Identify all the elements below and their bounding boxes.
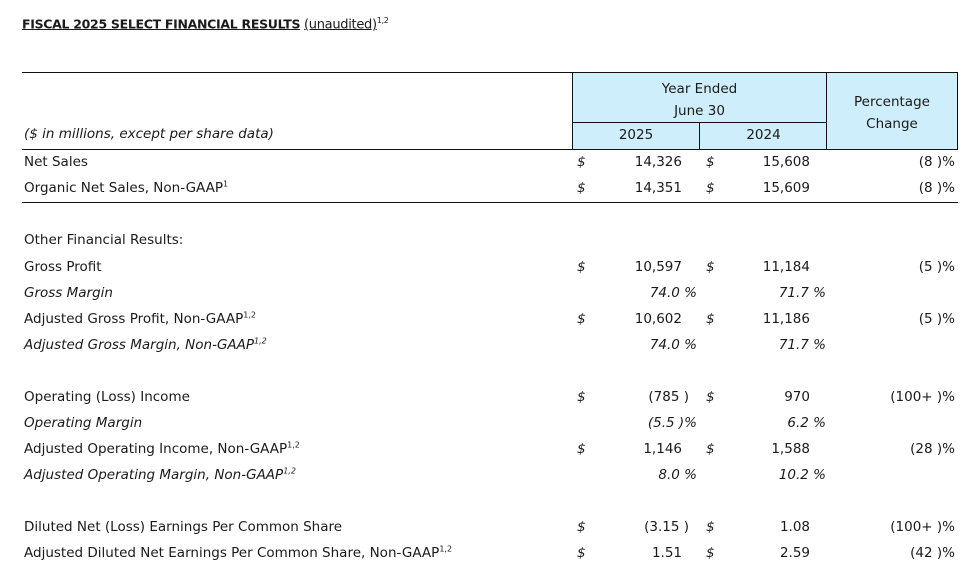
pct-change: (42 )% bbox=[910, 545, 955, 561]
pct-change: (28 )% bbox=[910, 441, 955, 457]
dollar-sign: $ bbox=[577, 389, 586, 405]
value-2025: (5.5 )% bbox=[647, 415, 697, 431]
table-row bbox=[0, 254, 969, 280]
value-2024: 970 bbox=[784, 389, 810, 405]
value-2025: 1,146 bbox=[643, 441, 682, 457]
col-2025-label: 2025 bbox=[618, 127, 654, 143]
pct-change: (8 )% bbox=[918, 180, 955, 196]
pct-line2: Change bbox=[866, 116, 918, 132]
table-row bbox=[0, 384, 969, 410]
title-sub: (unaudited) bbox=[304, 17, 377, 33]
pct-change: (8 )% bbox=[918, 154, 955, 170]
pct-change: (100+ )% bbox=[890, 519, 955, 535]
row-label: Operating Margin bbox=[24, 415, 143, 431]
value-2025: 8.0 % bbox=[658, 467, 697, 483]
row-label: Gross Margin bbox=[24, 285, 113, 301]
table-row bbox=[0, 436, 969, 462]
row-label: Adjusted Gross Profit, Non-GAAP$^{1,2}$ bbox=[24, 310, 256, 327]
value-2024: 15,608 bbox=[762, 154, 810, 170]
value-2025: 10,597 bbox=[634, 259, 682, 275]
value-2024: 6.2 % bbox=[787, 415, 826, 431]
table-row bbox=[0, 280, 969, 306]
value-2025: 1.51 bbox=[651, 545, 682, 561]
value-2024: 15,609 bbox=[762, 180, 810, 196]
row-label: Adjusted Diluted Net Earnings Per Common Share, Non-GAAP$^{1,2}$ bbox=[24, 544, 453, 561]
units-note: ($ in millions, except per share data) bbox=[24, 126, 274, 142]
row-label: Net Sales bbox=[24, 154, 88, 170]
col-2024-label: 2024 bbox=[746, 127, 781, 143]
dollar-sign: $ bbox=[577, 311, 586, 327]
row-label: Gross Profit bbox=[24, 259, 102, 275]
row-label: Diluted Net (Loss) Earnings Per Common Share bbox=[24, 519, 343, 535]
table-row bbox=[0, 514, 969, 540]
row-label: Adjusted Gross Margin, Non-GAAP$^{1,2}$ bbox=[24, 336, 267, 353]
table-row bbox=[0, 149, 969, 175]
dollar-sign: $ bbox=[577, 545, 586, 561]
row-label: Adjusted Operating Income, Non-GAAP$^{1,2}$ bbox=[24, 440, 300, 457]
value-2025: 74.0 % bbox=[649, 337, 697, 353]
dollar-sign: $ bbox=[706, 311, 715, 327]
pct-change: (100+ )% bbox=[890, 389, 955, 405]
dollar-sign: $ bbox=[577, 519, 586, 535]
dollar-sign: $ bbox=[706, 180, 715, 196]
value-2024: 11,186 bbox=[762, 311, 810, 327]
pct-change-label bbox=[826, 91, 958, 135]
value-2025: 10,602 bbox=[634, 311, 682, 327]
pct-change: (5 )% bbox=[918, 311, 955, 327]
dollar-sign: $ bbox=[577, 180, 586, 196]
value-2025: 14,351 bbox=[634, 180, 682, 196]
table-row bbox=[0, 462, 969, 488]
value-2025: 14,326 bbox=[634, 154, 682, 170]
dollar-sign: $ bbox=[706, 441, 715, 457]
year-ended-label bbox=[572, 78, 827, 122]
value-2024: 11,184 bbox=[762, 259, 810, 275]
row-label: Organic Net Sales, Non-GAAP$^1$ bbox=[24, 179, 229, 196]
title-footnote: 1,2 bbox=[376, 16, 389, 25]
page-title bbox=[22, 16, 389, 32]
table-row bbox=[0, 540, 969, 566]
dollar-sign: $ bbox=[706, 519, 715, 535]
dollar-sign: $ bbox=[577, 154, 586, 170]
table-row bbox=[0, 332, 969, 358]
dollar-sign: $ bbox=[577, 259, 586, 275]
dollar-sign: $ bbox=[706, 389, 715, 405]
title-main: FISCAL 2025 SELECT FINANCIAL RESULTS bbox=[22, 16, 301, 32]
dollar-sign: $ bbox=[706, 259, 715, 275]
value-2024: 2.59 bbox=[779, 545, 810, 561]
value-2025: (3.15 ) bbox=[644, 519, 689, 535]
year-ended-line1: Year Ended bbox=[661, 81, 738, 97]
value-2024: 1,588 bbox=[771, 441, 810, 457]
pct-change: (5 )% bbox=[918, 259, 955, 275]
value-2024: 71.7 % bbox=[778, 337, 826, 353]
dollar-sign: $ bbox=[577, 441, 586, 457]
dollar-sign: $ bbox=[706, 545, 715, 561]
table-row bbox=[0, 410, 969, 436]
pct-line1: Percentage bbox=[854, 94, 930, 110]
dollar-sign: $ bbox=[706, 154, 715, 170]
other-results-heading: Other Financial Results: bbox=[24, 232, 184, 248]
row-label: Operating (Loss) Income bbox=[24, 389, 190, 405]
row-label: Adjusted Operating Margin, Non-GAAP$^{1,2}$ bbox=[24, 466, 296, 483]
value-2025: 74.0 % bbox=[649, 285, 697, 301]
table-row bbox=[0, 306, 969, 332]
table-row bbox=[0, 175, 969, 201]
value-2024: 1.08 bbox=[779, 519, 810, 535]
year-ended-line2: June 30 bbox=[674, 103, 725, 119]
net-sales-bottom-rule bbox=[22, 202, 958, 203]
value-2024: 71.7 % bbox=[778, 285, 826, 301]
value-2025: (785 ) bbox=[648, 389, 689, 405]
value-2024: 10.2 % bbox=[778, 467, 826, 483]
